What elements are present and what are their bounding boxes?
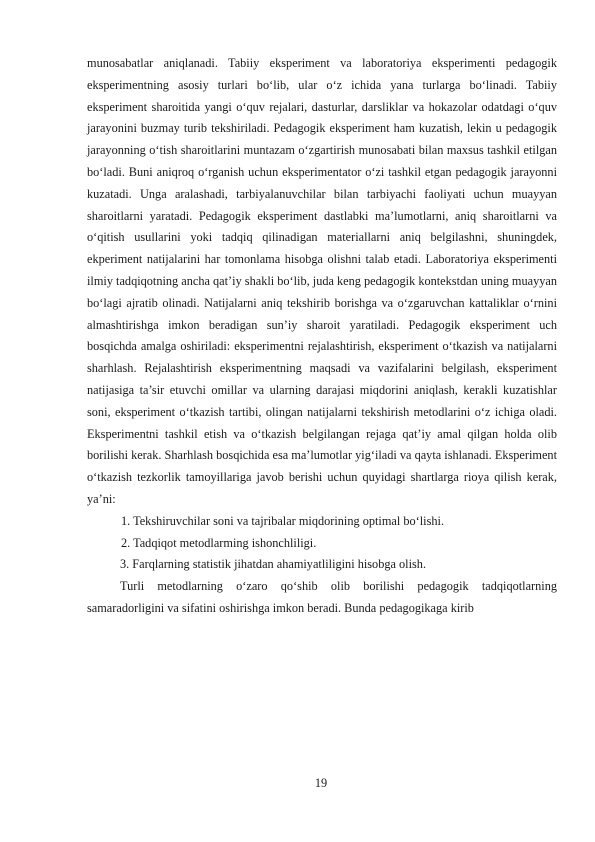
list-item-3: 3. Farqlarning statistik jihatdan ahamiyatliligini hisobga olish. — [120, 557, 427, 572]
list-item-1: 1. Tekshiruvchilar soni va tajribalar miqdorining optimal bo‘lishi. — [121, 513, 445, 528]
body-paragraph-continued: Turli metodlarning o‘zaro qo‘shib olib borilishi pedagogik tadqiqotlarning samaradorligini va sifatini oshirishga imkon beradi. Bunda pedagogikaga kirib — [87, 579, 557, 615]
body-paragraph: munosabatlar aniqlanadi. Tabiiy eksperiment va laboratoriya eksperimenti pedagogik eksperimentning asosiy turlari bo‘lib, ular o‘z ichida yana turlarga bo‘linadi. Tabiiy eksperiment sharoitida yangi o‘quv rejalari, dasturlar, darsliklar va hokazolar odatdagi o‘quv jarayonini buzmay turib tekshiriladi. Pedagogik eksperiment ham kuzatish, lekin u pedagogik jarayonning o‘tish sharoitlarini muntazam o‘zgartirish munosabati bilan maxsus tashkil etilgan bo‘ladi. Buni aniqroq o‘rganish uchun eksperimentator o‘zi tashkil etgan pedagogik jarayonni kuzatadi. Unga aralashadi, tarbiyalanuvchilar bilan tarbiyachi faoliyati uchun muayyan sharoitlarni yaratadi. Pedagogik eksperiment dastlabki ma’lumotlarni, aniq sharoitlarni va o‘qitish usullarini yoki tadqiq qilinadigan materiallarni aniq belgilashni, shuningdek, ekperiment natijalarini har tomonlama hisobga olishni talab etadi. Laboratoriya eksperimenti ilmiy tadqiqotning ancha qat’iy shakli bo‘lib, juda keng pedagogik kontekstdan uning muayyan bo‘lagi ajratib olinadi. Natijalarni aniq tekshirib borishga va o‘zgaruvchan kattaliklar o‘rnini almashtirishga imkon beradigan sun’iy sharoit yaratiladi. Pedagogik eksperiment uch bosqichda amalga oshiriladi: eksperimentni rejalashtirish, eksperiment o‘tkazish va natijalarni sharhlash. Rejalashtirish eksperimentning maqsadi va vazifalarini belgilash, eksperiment natijasiga ta’sir etuvchi omillar va ularning darajasi miqdorini aniqlash, kerakli kuzatishlar soni, eksperiment o‘tkazish tartibi, olingan natijalarni tekshirish metodlarini o‘z ichiga oladi. Eksperimentni tashkil etish va o‘tkazish belgilangan rejaga qat’iy amal qilgan holda olib borilishi kerak. Sharhlash bosqichida esa ma’lumotlar yig‘iladi va qayta ishlanadi. Eksperiment o‘tkazish tezkorlik tamoyillariga javob berishi uchun quyidagi shartlarga rioya qilish kerak, ya’ni: — [87, 56, 557, 506]
page-number: 19 — [314, 776, 328, 790]
list-item-2: 2. Tadqiqot metodlarming ishonchliligi. — [121, 535, 317, 550]
page-body — [87, 53, 557, 620]
